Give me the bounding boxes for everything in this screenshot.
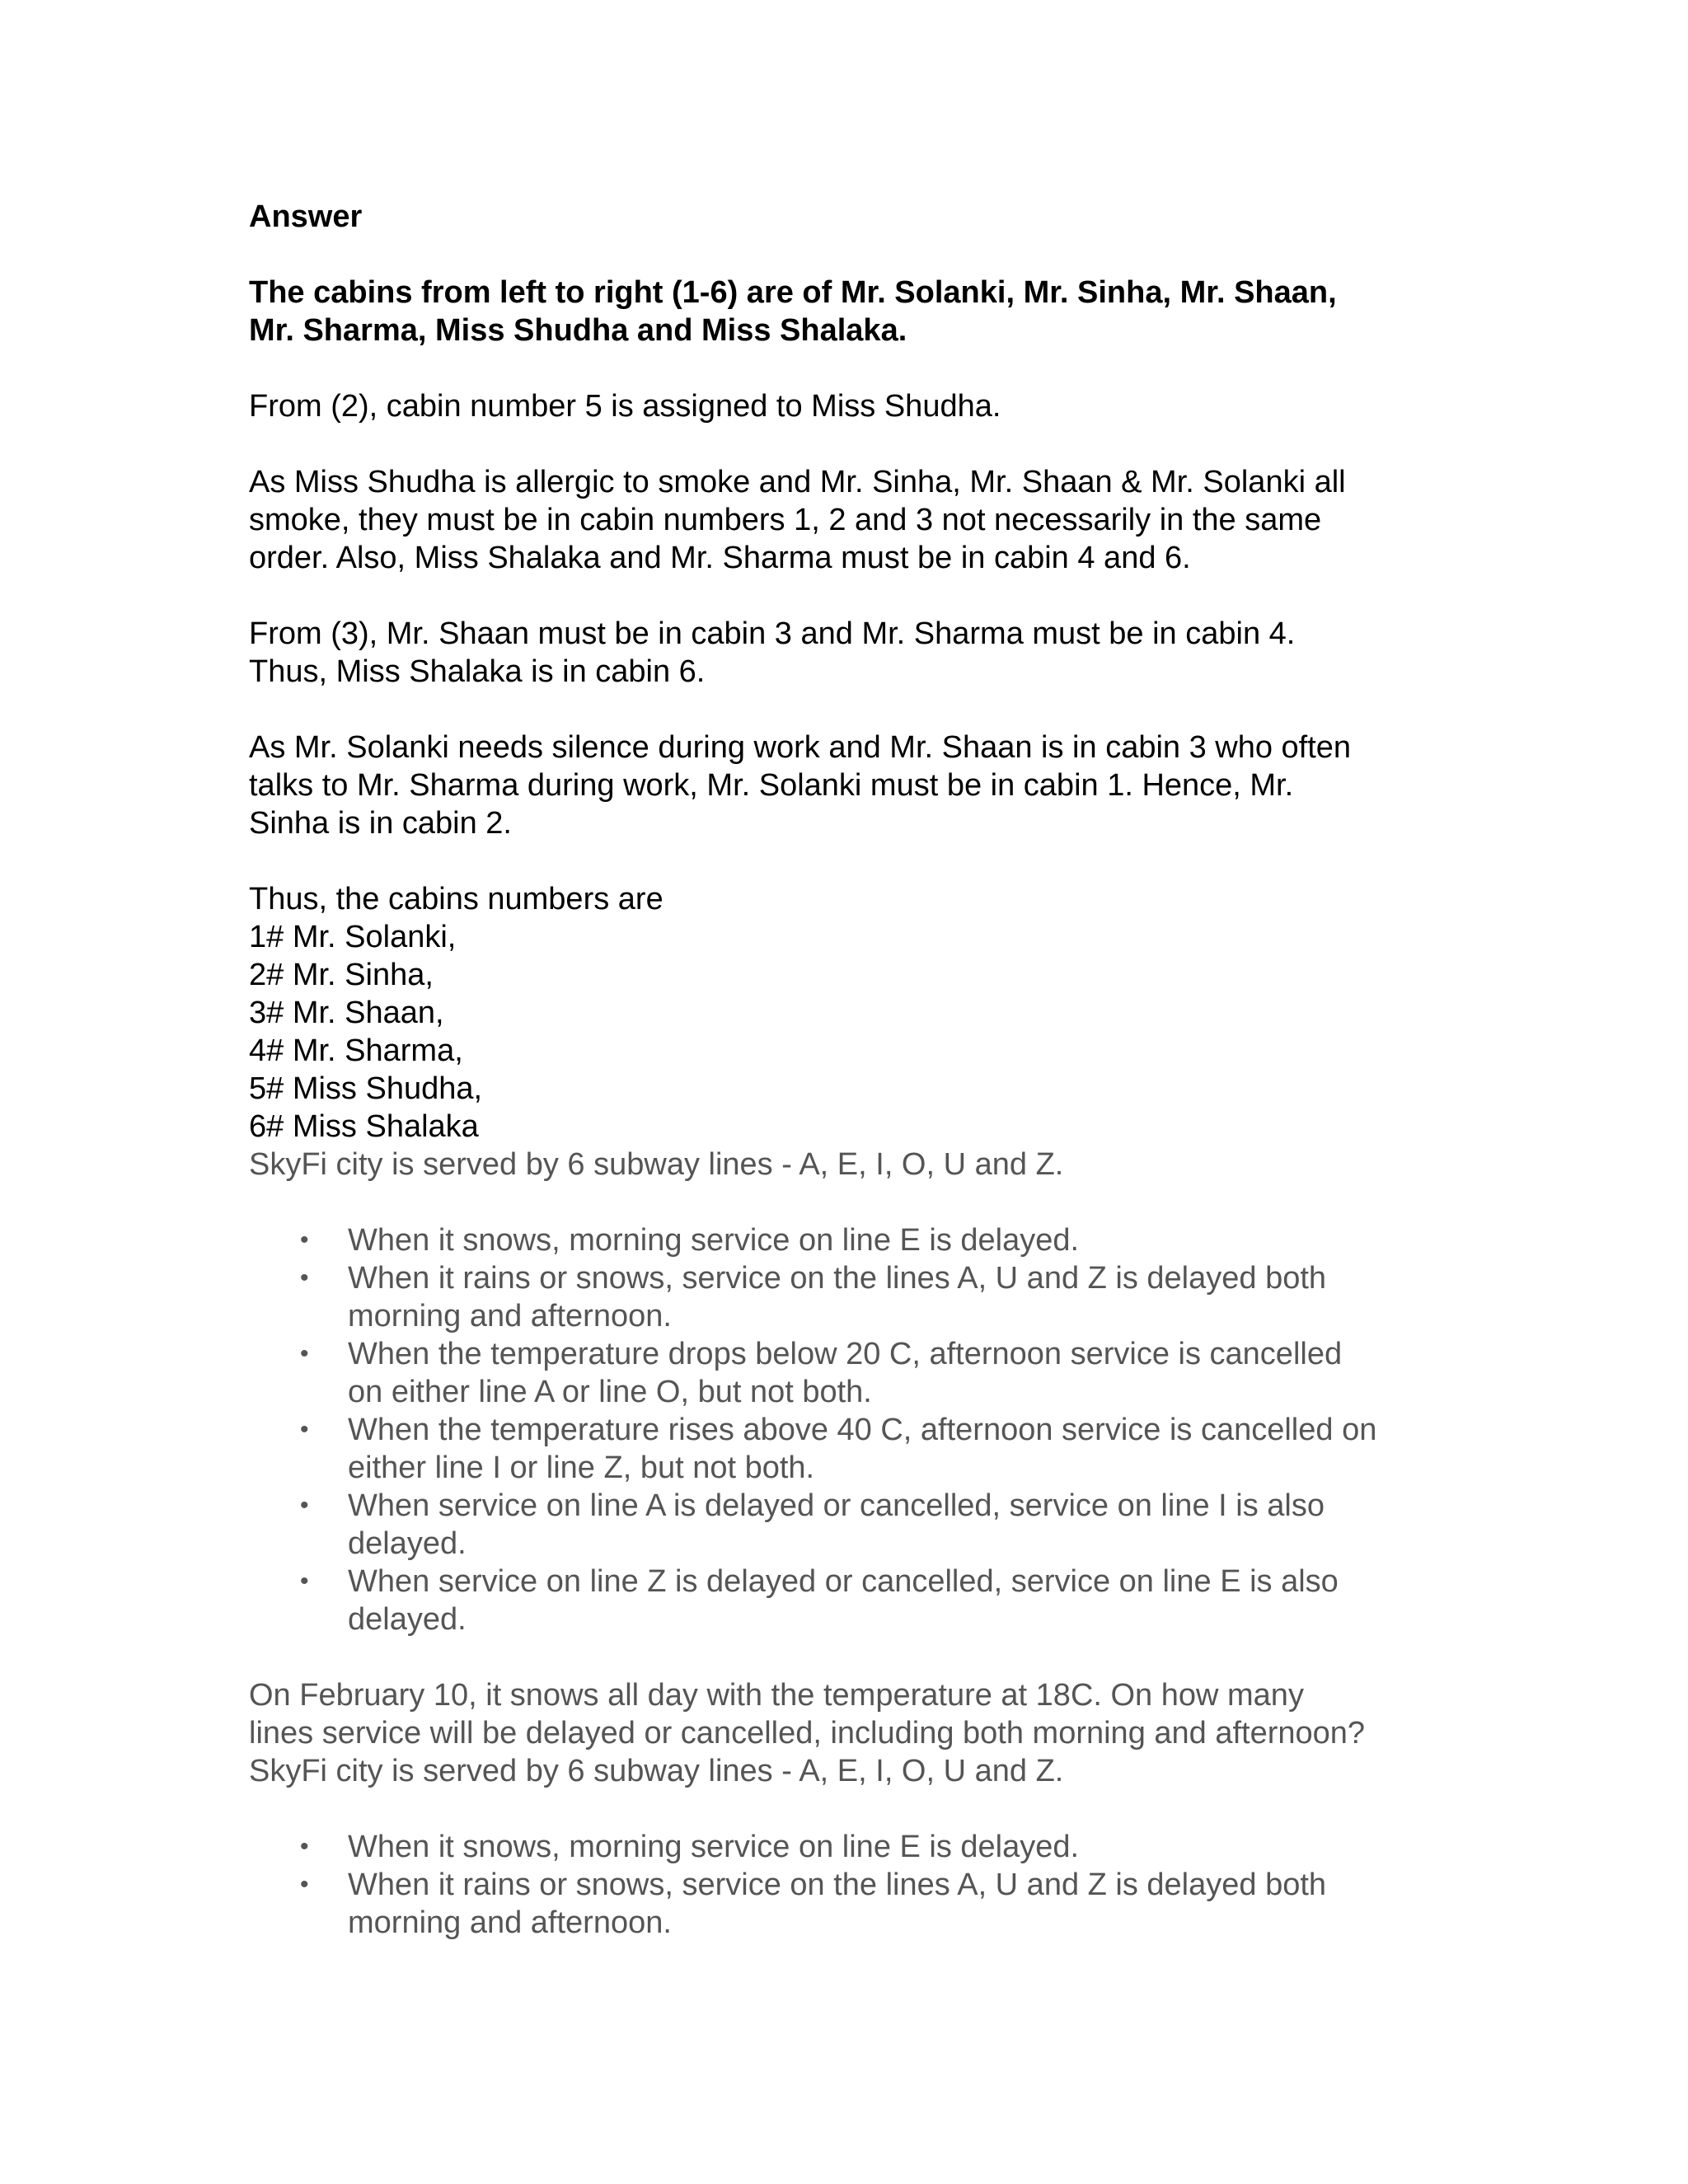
paragraph-line: From (2), cabin number 5 is assigned to Miss Shudha. [249,389,1001,424]
bullet-icon: • [300,1416,309,1443]
bullet-icon: • [300,1871,309,1898]
rules-list [249,1221,1461,1638]
rule-line: morning and afternoon. [348,1905,672,1940]
paragraph-line: From (3), Mr. Shaan must be in cabin 3 and Mr. Sharma must be in cabin 4. [249,616,1296,651]
cabin-list [249,880,1461,1146]
question-line: lines service will be delayed or cancelled, including both morning and afternoon? [249,1716,1366,1750]
rule-line: When it rains or snows, service on the lines A, U and Z is delayed both [348,1868,1327,1902]
cabin-list-intro: Thus, the cabins numbers are [249,882,663,916]
rule-item [249,1563,1461,1638]
rule-line: When service on line A is delayed or cancelled, service on line I is also [348,1488,1325,1523]
rule-line: When the temperature drops below 20 C, afternoon service is cancelled [348,1337,1343,1371]
answer-heading: Answer [249,199,363,234]
rule-line: delayed. [348,1526,467,1561]
cabin-item: 1# Mr. Solanki, [249,920,457,954]
bullet-icon: • [300,1264,309,1291]
rule-line: When it snows, morning service on line E is delayed. [348,1830,1080,1864]
summary-line: The cabins from left to right (1-6) are of Mr. Solanki, Mr. Sinha, Mr. Shaan, [249,275,1337,310]
rules-list-repeat [249,1828,1461,1942]
bullet-icon: • [300,1340,309,1367]
document-page [249,198,1461,1942]
paragraph-line: As Mr. Solanki needs silence during work and Mr. Shaan is in cabin 3 who often [249,730,1352,765]
rule-line: When service on line Z is delayed or cancelled, service on line E is also [348,1564,1339,1599]
rule-item [249,1259,1461,1335]
reasoning-paragraph [249,463,1461,577]
paragraph-line: Thus, Miss Shalaka is in cabin 6. [249,654,706,689]
paragraph-line: Sinha is in cabin 2. [249,806,512,841]
rule-item [249,1487,1461,1563]
cabin-item: 5# Miss Shudha, [249,1071,483,1106]
rule-line: When the temperature rises above 40 C, afternoon service is cancelled on [348,1413,1377,1447]
reasoning-paragraph [249,387,1461,425]
rule-item [249,1828,1461,1866]
bullet-icon: • [300,1568,309,1595]
cabin-item: 3# Mr. Shaan, [249,996,444,1030]
puzzle-intro-repeat: SkyFi city is served by 6 subway lines - A, E, I, O, U and Z. [249,1754,1064,1788]
rule-line: morning and afternoon. [348,1299,672,1333]
cabin-item: 6# Miss Shalaka [249,1109,479,1144]
answer-summary [249,274,1461,349]
puzzle-intro: SkyFi city is served by 6 subway lines - A, E, I, O, U and Z. [249,1147,1064,1182]
paragraph-line: As Miss Shudha is allergic to smoke and Mr. Sinha, Mr. Shaan & Mr. Solanki all [249,465,1346,499]
reasoning-paragraph [249,615,1461,691]
summary-line: Mr. Sharma, Miss Shudha and Miss Shalaka. [249,313,907,348]
cabin-item: 2# Mr. Sinha, [249,958,434,992]
rule-item [249,1866,1461,1942]
rule-line: delayed. [348,1602,467,1637]
question-line: On February 10, it snows all day with the temperature at 18C. On how many [249,1678,1304,1713]
paragraph-line: order. Also, Miss Shalaka and Mr. Sharma must be in cabin 4 and 6. [249,541,1191,575]
cabin-item: 4# Mr. Sharma, [249,1033,463,1068]
rule-item [249,1411,1461,1487]
reasoning-paragraph [249,729,1461,842]
rule-line: When it rains or snows, service on the lines A, U and Z is delayed both [348,1261,1327,1296]
bullet-icon: • [300,1833,309,1860]
rule-line: When it snows, morning service on line E is delayed. [348,1223,1080,1258]
paragraph-line: talks to Mr. Sharma during work, Mr. Solanki must be in cabin 1. Hence, Mr. [249,768,1294,803]
rule-line: either line I or line Z, but not both. [348,1451,815,1485]
rule-line: on either line A or line O, but not both. [348,1375,872,1409]
bullet-icon: • [300,1226,309,1254]
paragraph-line: smoke, they must be in cabin numbers 1, 2 and 3 not necessarily in the same [249,503,1322,537]
rule-item [249,1221,1461,1259]
bullet-icon: • [300,1492,309,1519]
rule-item [249,1335,1461,1411]
question-paragraph [249,1676,1461,1790]
